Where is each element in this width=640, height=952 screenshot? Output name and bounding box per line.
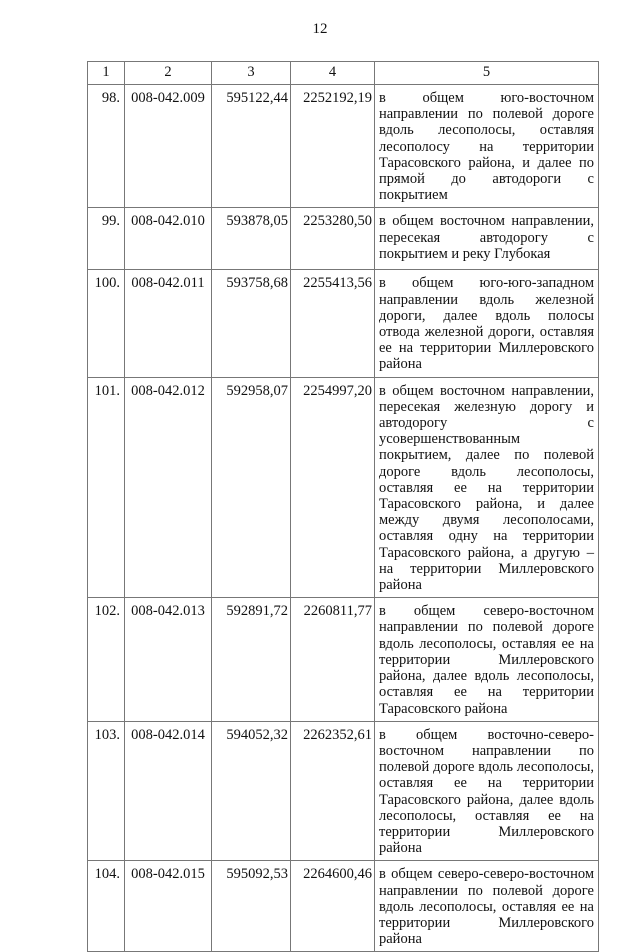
- table-row: [88, 721, 599, 861]
- boundary-description: в общем северо-восточном направлении по полевой дороге вдоль лесополосы, оставляя ее на территории Миллеровского района, далее вдоль лесополосы, оставляя ее на территории Тарасовского района: [375, 598, 599, 721]
- row-number: 101.: [88, 377, 125, 598]
- page-number: 12: [312, 21, 328, 37]
- column-header: 2: [125, 62, 212, 85]
- table-row: [88, 85, 599, 208]
- table-row: [88, 270, 599, 377]
- coordinate-x: 595092,53: [212, 861, 291, 952]
- coordinate-y: 2264600,46: [291, 861, 375, 952]
- row-number: 98.: [88, 85, 125, 208]
- point-code: 008-042.012: [125, 377, 212, 598]
- point-code: 008-042.014: [125, 721, 212, 861]
- point-code: 008-042.013: [125, 598, 212, 721]
- boundary-table: [87, 61, 599, 952]
- boundary-description: в общем юго-юго-западном направлении вдоль железной дороги, далее вдоль полосы отвода железной дороги, оставляя ее на территории Миллеровского района: [375, 270, 599, 377]
- boundary-description: в общем восточном направлении, пересекая автодорогу с покрытием и реку Глубокая: [375, 208, 599, 270]
- coordinate-x: 592891,72: [212, 598, 291, 721]
- coordinate-y: 2255413,56: [291, 270, 375, 377]
- coordinate-y: 2252192,19: [291, 85, 375, 208]
- column-header: 1: [88, 62, 125, 85]
- coordinate-y: 2254997,20: [291, 377, 375, 598]
- coordinate-y: 2262352,61: [291, 721, 375, 861]
- table-header-row: [88, 62, 599, 85]
- coordinate-y: 2253280,50: [291, 208, 375, 270]
- row-number: 103.: [88, 721, 125, 861]
- coordinate-x: 593758,68: [212, 270, 291, 377]
- coordinate-x: 595122,44: [212, 85, 291, 208]
- row-number: 104.: [88, 861, 125, 952]
- coordinate-x: 594052,32: [212, 721, 291, 861]
- point-code: 008-042.015: [125, 861, 212, 952]
- row-number: 100.: [88, 270, 125, 377]
- point-code: 008-042.009: [125, 85, 212, 208]
- column-header: 3: [212, 62, 291, 85]
- row-number: 99.: [88, 208, 125, 270]
- table-row: [88, 208, 599, 270]
- boundary-description: в общем восточном направлении, пересекая железную дорогу и автодорогу с усовершенствованным покрытием, далее по полевой дороге вдоль лесополосы, оставляя ее на территории Тарасовского района, и далее между двумя лесополосами, оставляя одну на территории Тарасовского района, а другую – на территории Миллеровского района: [375, 377, 599, 598]
- coordinate-x: 593878,05: [212, 208, 291, 270]
- table-row: [88, 598, 599, 721]
- boundary-description: в общем юго-восточном направлении по полевой дороге вдоль лесополосы, оставляя лесополосу на территории Тарасовского района, и далее по прямой до автодороги с покрытием: [375, 85, 599, 208]
- coordinate-x: 592958,07: [212, 377, 291, 598]
- table-row: [88, 377, 599, 598]
- coordinate-y: 2260811,77: [291, 598, 375, 721]
- point-code: 008-042.011: [125, 270, 212, 377]
- boundary-description: в общем северо-северо-восточном направлении по полевой дороге вдоль лесополосы, оставляя ее на территории Миллеровского района: [375, 861, 599, 952]
- column-header: 5: [375, 62, 599, 85]
- row-number: 102.: [88, 598, 125, 721]
- boundary-description: в общем восточно-северо-восточном направлении по полевой дороге вдоль лесополосы, оставляя ее на территории Тарасовского района, далее вдоль лесополосы, оставляя ее на территории Миллеровского района: [375, 721, 599, 861]
- table-row: [88, 861, 599, 952]
- column-header: 4: [291, 62, 375, 85]
- point-code: 008-042.010: [125, 208, 212, 270]
